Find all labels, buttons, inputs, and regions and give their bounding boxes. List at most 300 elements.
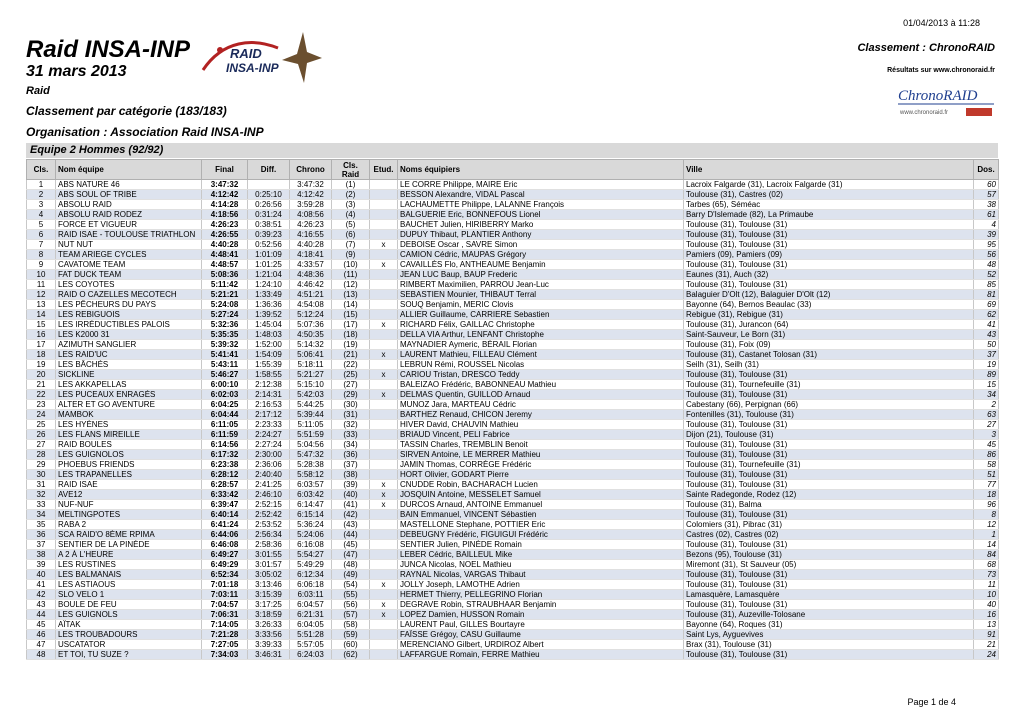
cell-cls-raid: (18)	[332, 330, 370, 340]
table-row	[27, 520, 999, 530]
cell-diff: 0:52:56	[248, 240, 290, 250]
table-row	[27, 650, 999, 660]
cell-team-name: LES FLANS MIREILLE	[56, 430, 202, 440]
cell-cls: 8	[27, 250, 56, 260]
table-row	[27, 480, 999, 490]
table-row	[27, 260, 999, 270]
cell-student	[370, 460, 398, 470]
cell-team-name: LES K2000 31	[56, 330, 202, 340]
col-cls-raid: Cls. Raid	[332, 160, 370, 180]
cell-team-name: NUF-NUF	[56, 500, 202, 510]
cell-team-name: ABS SOUL OF TRIBE	[56, 190, 202, 200]
col-final: Final	[202, 160, 248, 180]
cell-cls: 13	[27, 300, 56, 310]
col-cls: Cls.	[27, 160, 56, 180]
cell-student	[370, 520, 398, 530]
cell-members: DEBOISE Oscar , SAVRE Simon	[398, 240, 684, 250]
cell-chrono: 5:11:05	[290, 420, 332, 430]
cell-final: 6:04:44	[202, 410, 248, 420]
cell-members: FAÏSSE Grégoy, CASU Guillaume	[398, 630, 684, 640]
cell-chrono: 5:51:28	[290, 630, 332, 640]
cell-chrono: 5:12:24	[290, 310, 332, 320]
cell-team-name: BOULE DE FEU	[56, 600, 202, 610]
cell-chrono: 6:21:31	[290, 610, 332, 620]
cell-chrono: 4:08:56	[290, 210, 332, 220]
cell-final: 7:04:57	[202, 600, 248, 610]
cell-bib: 56	[974, 250, 999, 260]
table-row	[27, 510, 999, 520]
cell-chrono: 6:24:03	[290, 650, 332, 660]
cell-team-name: FORCE ET VIGUEUR	[56, 220, 202, 230]
cell-bib: 34	[974, 390, 999, 400]
cell-city: Toulouse (31), Auzeville-Tolosane	[684, 610, 974, 620]
cell-cls: 1	[27, 180, 56, 190]
cell-chrono: 4:40:28	[290, 240, 332, 250]
cell-student: x	[370, 500, 398, 510]
cell-student	[370, 510, 398, 520]
cell-final: 4:26:23	[202, 220, 248, 230]
cell-team-name: PHOEBUS FRIENDS	[56, 460, 202, 470]
table-row	[27, 580, 999, 590]
cell-cls: 11	[27, 280, 56, 290]
table-row	[27, 470, 999, 480]
cell-final: 5:41:41	[202, 350, 248, 360]
cell-diff: 3:17:25	[248, 600, 290, 610]
cell-city: Toulouse (31), Toulouse (31)	[684, 220, 974, 230]
cell-bib: 3	[974, 430, 999, 440]
cell-chrono: 4:46:42	[290, 280, 332, 290]
cell-team-name: MELTINGPOTES	[56, 510, 202, 520]
cell-cls-raid: (36)	[332, 450, 370, 460]
cell-members: DELMAS Quentin, GUILLOD Arnaud	[398, 390, 684, 400]
cell-city: Bezons (95), Toulouse (31)	[684, 550, 974, 560]
cell-cls: 5	[27, 220, 56, 230]
cell-student	[370, 380, 398, 390]
cell-diff: 3:33:56	[248, 630, 290, 640]
cell-final: 3:47:32	[202, 180, 248, 190]
cell-bib: 37	[974, 350, 999, 360]
cell-team-name: LES TROUBADOURS	[56, 630, 202, 640]
cell-student	[370, 330, 398, 340]
cell-city: Toulouse (31), Toulouse (31)	[684, 240, 974, 250]
cell-members: RIMBERT Maximilien, PARROU Jean-Luc	[398, 280, 684, 290]
cell-diff: 1:52:00	[248, 340, 290, 350]
cell-student: x	[370, 390, 398, 400]
cell-cls-raid: (3)	[332, 200, 370, 210]
cell-diff: 0:39:23	[248, 230, 290, 240]
cell-cls-raid: (34)	[332, 440, 370, 450]
cell-cls: 33	[27, 500, 56, 510]
cell-team-name: ET TOI, TU SUZE ?	[56, 650, 202, 660]
cell-diff: 2:30:00	[248, 450, 290, 460]
cell-bib: 14	[974, 540, 999, 550]
cell-diff: 1:01:25	[248, 260, 290, 270]
cell-cls: 7	[27, 240, 56, 250]
cell-bib: 60	[974, 180, 999, 190]
cell-bib: 95	[974, 240, 999, 250]
cell-cls-raid: (10)	[332, 260, 370, 270]
cell-student	[370, 630, 398, 640]
cell-team-name: USCATATOR	[56, 640, 202, 650]
cell-members: MUNOZ Jara, MARTEAU Cédric	[398, 400, 684, 410]
cell-final: 6:44:06	[202, 530, 248, 540]
cell-bib: 57	[974, 190, 999, 200]
cell-cls: 41	[27, 580, 56, 590]
cell-chrono: 4:50:35	[290, 330, 332, 340]
cell-diff: 1:01:09	[248, 250, 290, 260]
cell-diff: 2:16:53	[248, 400, 290, 410]
cell-chrono: 5:24:06	[290, 530, 332, 540]
col-student: Etud.	[370, 160, 398, 180]
cell-diff: 3:05:02	[248, 570, 290, 580]
cell-bib: 48	[974, 260, 999, 270]
cell-cls: 20	[27, 370, 56, 380]
cell-members: BESSON Alexandre, VIDAL Pascal	[398, 190, 684, 200]
cell-bib: 91	[974, 630, 999, 640]
table-row	[27, 360, 999, 370]
cell-student: x	[370, 260, 398, 270]
cell-student	[370, 360, 398, 370]
cell-team-name: LES PUCEAUX ENRAGÉS	[56, 390, 202, 400]
table-row	[27, 500, 999, 510]
cell-team-name: LES PÊCHEURS DU PAYS	[56, 300, 202, 310]
table-row	[27, 400, 999, 410]
cell-diff: 3:01:57	[248, 560, 290, 570]
cell-diff: 3:26:33	[248, 620, 290, 630]
cell-diff: 2:52:15	[248, 500, 290, 510]
cell-final: 6:11:59	[202, 430, 248, 440]
svg-text:INSA-INP: INSA-INP	[226, 61, 279, 75]
cell-cls-raid: (44)	[332, 530, 370, 540]
cell-members: CARIOU Tristan, DRESCO Teddy	[398, 370, 684, 380]
cell-student: x	[370, 610, 398, 620]
col-members: Noms équipiers	[398, 160, 684, 180]
cell-final: 7:34:03	[202, 650, 248, 660]
cell-cls: 12	[27, 290, 56, 300]
cell-final: 5:43:11	[202, 360, 248, 370]
cell-cls-raid: (17)	[332, 320, 370, 330]
cell-cls-raid: (31)	[332, 410, 370, 420]
cell-chrono: 5:49:29	[290, 560, 332, 570]
cell-chrono: 5:06:41	[290, 350, 332, 360]
cell-members: JAMIN Thomas, CORRÈGE Frédéric	[398, 460, 684, 470]
cell-cls: 23	[27, 400, 56, 410]
cell-diff: 1:33:49	[248, 290, 290, 300]
cell-chrono: 4:12:42	[290, 190, 332, 200]
cell-cls-raid: (41)	[332, 500, 370, 510]
cell-cls: 42	[27, 590, 56, 600]
cell-final: 5:24:08	[202, 300, 248, 310]
cell-cls-raid: (19)	[332, 340, 370, 350]
cell-team-name: LES ASTIAOUS	[56, 580, 202, 590]
cell-final: 5:11:42	[202, 280, 248, 290]
cell-bib: 68	[974, 560, 999, 570]
cell-final: 6:28:12	[202, 470, 248, 480]
cell-cls-raid: (6)	[332, 230, 370, 240]
cell-bib: 89	[974, 370, 999, 380]
cell-bib: 16	[974, 610, 999, 620]
cell-members: SENTIER Julien, PINÈDE Romain	[398, 540, 684, 550]
cell-city: Toulouse (31), Toulouse (31)	[684, 510, 974, 520]
cell-city: Toulouse (31), Toulouse (31)	[684, 390, 974, 400]
cell-final: 4:14:28	[202, 200, 248, 210]
cell-final: 6:40:14	[202, 510, 248, 520]
cell-members: BARTHEZ Renaud, CHICON Jeremy	[398, 410, 684, 420]
cell-city: Tarbes (65), Séméac	[684, 200, 974, 210]
chronoraid-logo	[896, 84, 996, 118]
cell-cls-raid: (45)	[332, 540, 370, 550]
cell-student	[370, 180, 398, 190]
cell-chrono: 6:12:34	[290, 570, 332, 580]
cell-city: Toulouse (31), Toulouse (31)	[684, 260, 974, 270]
cell-cls-raid: (27)	[332, 380, 370, 390]
cell-cls-raid: (14)	[332, 300, 370, 310]
cell-cls: 22	[27, 390, 56, 400]
cell-student: x	[370, 580, 398, 590]
cell-team-name: A 2 À L'HEURE	[56, 550, 202, 560]
cell-bib: 45	[974, 440, 999, 450]
timestamp: 01/04/2013 à 11:28	[903, 18, 980, 28]
cell-team-name: ABS NATURE 46	[56, 180, 202, 190]
cell-diff: 2:53:52	[248, 520, 290, 530]
cell-members: DEGRAVE Robin, STRAUBHAAR Benjamin	[398, 600, 684, 610]
table-row	[27, 230, 999, 240]
cell-members: TASSIN Charles, TREMBLIN Benoit	[398, 440, 684, 450]
cell-final: 5:27:24	[202, 310, 248, 320]
cell-cls: 46	[27, 630, 56, 640]
table-row	[27, 490, 999, 500]
cell-student: x	[370, 240, 398, 250]
organisation-label: Organisation : Association Raid INSA-INP	[26, 125, 264, 139]
cell-student	[370, 470, 398, 480]
cell-cls-raid: (2)	[332, 190, 370, 200]
table-row	[27, 460, 999, 470]
table-row	[27, 630, 999, 640]
cell-team-name: MAMBOK	[56, 410, 202, 420]
cell-chrono: 6:16:08	[290, 540, 332, 550]
cell-city: Toulouse (31), Toulouse (31)	[684, 370, 974, 380]
cell-bib: 24	[974, 650, 999, 660]
cell-bib: 84	[974, 550, 999, 560]
cell-student	[370, 560, 398, 570]
cell-team-name: AÏTAK	[56, 620, 202, 630]
table-row	[27, 250, 999, 260]
cell-chrono: 6:03:57	[290, 480, 332, 490]
cell-diff: 1:45:04	[248, 320, 290, 330]
cell-city: Toulouse (31), Toulouse (31)	[684, 470, 974, 480]
cell-cls-raid: (22)	[332, 360, 370, 370]
cell-diff: 2:46:10	[248, 490, 290, 500]
cell-bib: 77	[974, 480, 999, 490]
cell-chrono: 4:51:21	[290, 290, 332, 300]
cell-cls-raid: (40)	[332, 490, 370, 500]
cell-diff: 3:39:33	[248, 640, 290, 650]
cell-team-name: SCA RAID'O 8ÈME RPIMA	[56, 530, 202, 540]
cell-student	[370, 250, 398, 260]
cell-bib: 39	[974, 230, 999, 240]
cell-city: Balaguier D'Olt (12), Balaguier D'Olt (12)	[684, 290, 974, 300]
cell-cls-raid: (5)	[332, 220, 370, 230]
cell-cls-raid: (37)	[332, 460, 370, 470]
cell-city: Colomiers (31), Pibrac (31)	[684, 520, 974, 530]
table-row	[27, 590, 999, 600]
event-category: Raid	[26, 85, 50, 97]
table-row	[27, 380, 999, 390]
cell-cls-raid: (32)	[332, 420, 370, 430]
cell-diff: 2:58:36	[248, 540, 290, 550]
col-diff: Diff.	[248, 160, 290, 180]
col-chrono: Chrono	[290, 160, 332, 180]
cell-bib: 52	[974, 270, 999, 280]
cell-team-name: CAVATOME TEAM	[56, 260, 202, 270]
cell-team-name: LES RUSTINES	[56, 560, 202, 570]
cell-bib: 12	[974, 520, 999, 530]
cell-bib: 62	[974, 310, 999, 320]
table-row	[27, 450, 999, 460]
cell-cls-raid: (11)	[332, 270, 370, 280]
table-row	[27, 560, 999, 570]
cell-student	[370, 550, 398, 560]
cell-chrono: 5:04:56	[290, 440, 332, 450]
raid-insa-inp-logo	[198, 30, 323, 85]
cell-final: 6:00:10	[202, 380, 248, 390]
table-row	[27, 210, 999, 220]
cell-student: x	[370, 480, 398, 490]
cell-members: RICHARD Félix, GAILLAC Christophe	[398, 320, 684, 330]
cell-bib: 85	[974, 280, 999, 290]
cell-chrono: 6:03:42	[290, 490, 332, 500]
table-row	[27, 440, 999, 450]
cell-members: RAYNAL Nicolas, VARGAS Thibaut	[398, 570, 684, 580]
table-row	[27, 180, 999, 190]
cell-cls: 32	[27, 490, 56, 500]
cell-city: Barry D'Islemade (82), La Primaube	[684, 210, 974, 220]
cell-chrono: 5:15:10	[290, 380, 332, 390]
cell-bib: 27	[974, 420, 999, 430]
cell-final: 6:39:47	[202, 500, 248, 510]
cell-diff: 2:41:25	[248, 480, 290, 490]
table-row	[27, 430, 999, 440]
cell-chrono: 5:21:27	[290, 370, 332, 380]
cell-student	[370, 540, 398, 550]
cell-chrono: 5:58:12	[290, 470, 332, 480]
cell-student	[370, 450, 398, 460]
cell-team-name: SLO VELO 1	[56, 590, 202, 600]
cell-diff: 3:15:39	[248, 590, 290, 600]
cell-final: 4:18:56	[202, 210, 248, 220]
table-row	[27, 340, 999, 350]
cell-final: 6:14:56	[202, 440, 248, 450]
cell-city: Saint Lys, Ayguevives	[684, 630, 974, 640]
cell-diff: 3:18:59	[248, 610, 290, 620]
cell-city: Toulouse (31), Toulouse (31)	[684, 540, 974, 550]
cell-cls-raid: (60)	[332, 640, 370, 650]
cell-chrono: 5:57:05	[290, 640, 332, 650]
cell-bib: 40	[974, 600, 999, 610]
cell-bib: 51	[974, 470, 999, 480]
group-title: Equipe 2 Hommes (92/92)	[30, 144, 164, 156]
group-header-bar	[26, 143, 998, 158]
cell-members: BALGUERIE Eric, BONNEFOUS Lionel	[398, 210, 684, 220]
cell-team-name: ABSOLU RAID	[56, 200, 202, 210]
cell-cls: 25	[27, 420, 56, 430]
cell-final: 6:28:57	[202, 480, 248, 490]
cell-city: Rebigue (31), Rebigue (31)	[684, 310, 974, 320]
cell-members: DEBEUGNY Frédéric, FIGUIGUI Frédéric	[398, 530, 684, 540]
cell-members: SIRVEN Antoine, LE MERRER Mathieu	[398, 450, 684, 460]
cell-cls: 14	[27, 310, 56, 320]
cell-diff: 1:24:10	[248, 280, 290, 290]
cell-city: Toulouse (31), Jurancon (64)	[684, 320, 974, 330]
cell-city: Toulouse (31), Tournefeuille (31)	[684, 460, 974, 470]
cell-cls-raid: (57)	[332, 610, 370, 620]
cell-city: Toulouse (31), Tournefeuille (31)	[684, 380, 974, 390]
cell-student	[370, 400, 398, 410]
cell-city: Lamasquère, Lamasquère	[684, 590, 974, 600]
col-bib: Dos.	[974, 160, 999, 180]
table-row	[27, 370, 999, 380]
cell-final: 6:23:38	[202, 460, 248, 470]
cell-bib: 13	[974, 620, 999, 630]
cell-cls: 3	[27, 200, 56, 210]
cell-cls-raid: (9)	[332, 250, 370, 260]
cell-city: Toulouse (31), Castanet Tolosan (31)	[684, 350, 974, 360]
cell-student: x	[370, 490, 398, 500]
cell-city: Dijon (21), Toulouse (31)	[684, 430, 974, 440]
table-row	[27, 290, 999, 300]
cell-members: JOSQUIN Antoine, MESSELET Samuel	[398, 490, 684, 500]
cell-bib: 11	[974, 580, 999, 590]
cell-final: 4:40:28	[202, 240, 248, 250]
cell-city: Sainte Radegonde, Rodez (12)	[684, 490, 974, 500]
table-row	[27, 420, 999, 430]
cell-chrono: 5:42:03	[290, 390, 332, 400]
cell-cls: 29	[27, 460, 56, 470]
cell-cls-raid: (12)	[332, 280, 370, 290]
cell-student	[370, 620, 398, 630]
cell-diff: 2:52:42	[248, 510, 290, 520]
cell-city: Toulouse (31), Toulouse (31)	[684, 570, 974, 580]
cell-team-name: LES BALMANAIS	[56, 570, 202, 580]
cell-diff: 2:17:12	[248, 410, 290, 420]
cell-final: 7:27:05	[202, 640, 248, 650]
cell-diff: 1:55:39	[248, 360, 290, 370]
cell-members: JEAN LUC Baup, BAUP Frederic	[398, 270, 684, 280]
cell-cls-raid: (49)	[332, 570, 370, 580]
results-table	[26, 159, 999, 660]
cell-members: ALLIER Guillaume, CARRIERE Sebastien	[398, 310, 684, 320]
cell-cls: 31	[27, 480, 56, 490]
cell-bib: 19	[974, 360, 999, 370]
cell-team-name: RAID BOULES	[56, 440, 202, 450]
cell-final: 5:39:32	[202, 340, 248, 350]
cell-city: Toulouse (31), Balma	[684, 500, 974, 510]
cell-members: LOPEZ Damien, HUSSON Romain	[398, 610, 684, 620]
cell-members: HORT Olivier, GODART Pierre	[398, 470, 684, 480]
cell-chrono: 5:28:38	[290, 460, 332, 470]
cell-bib: 1	[974, 530, 999, 540]
cell-bib: 2	[974, 400, 999, 410]
cell-student	[370, 270, 398, 280]
cell-final: 7:06:31	[202, 610, 248, 620]
cell-city: Bayonne (64), Roques (31)	[684, 620, 974, 630]
cell-chrono: 3:47:32	[290, 180, 332, 190]
col-city: Ville	[684, 160, 974, 180]
cell-student	[370, 190, 398, 200]
cell-final: 6:52:34	[202, 570, 248, 580]
cell-team-name: NUT NUT	[56, 240, 202, 250]
cell-cls: 47	[27, 640, 56, 650]
